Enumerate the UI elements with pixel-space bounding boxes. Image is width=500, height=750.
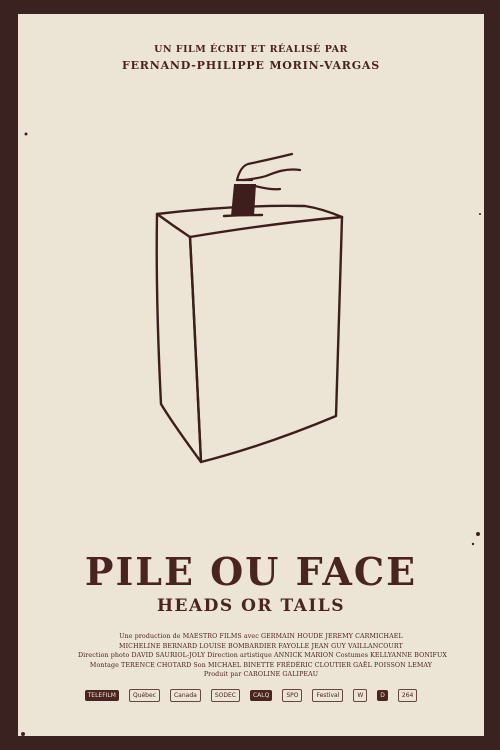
film-subtitle: HEADS OR TAILS xyxy=(156,596,346,616)
credits-line: Direction photo DAVID SAURIOL-JOLY Direction artistique ANNICK MARION Costumes KELLYANNE BONIFUX xyxy=(78,652,447,660)
logo: 264 xyxy=(398,689,417,702)
film-title: PILE OU FACE xyxy=(84,549,418,594)
ballot-box-illustration xyxy=(18,14,484,736)
logo: W xyxy=(353,689,367,702)
credits-block xyxy=(78,632,447,680)
credits-line: Produit par CAROLINE GALIPEAU xyxy=(203,671,319,679)
poster xyxy=(18,14,484,736)
logo: D xyxy=(377,690,388,701)
credits-line: Une production de MAESTRO FILMS avec GERMAIN HOUDE JEREMY CARMICHAEL xyxy=(119,633,403,640)
logo: SODEC xyxy=(211,689,240,702)
director-name: FERNAND-PHILIPPE MORIN-VARGAS xyxy=(121,59,381,72)
credits-line: Montage TERENCE CHOTARD Son MICHAEL BINETTE FRÉDÉRIC CLOUTIER GAËL POISSON LEMAY xyxy=(89,661,433,669)
logo: Québec xyxy=(129,689,160,702)
logo: TELEFILM xyxy=(85,690,119,701)
box-front xyxy=(190,217,342,462)
logo: SPO xyxy=(282,689,302,702)
logo: Canada xyxy=(170,689,201,702)
credits-line: MICHELINE BERNARD LOUISE BOMBARDIER FAYOLLE JEAN GUY VAILLANCOURT xyxy=(119,642,403,650)
logo: Festival xyxy=(312,689,343,702)
sponsor-logos xyxy=(18,684,484,706)
logo: CALQ xyxy=(250,690,272,701)
written-directed-by: UN FILM ÉCRIT ET RÉALISÉ PAR xyxy=(154,44,348,55)
